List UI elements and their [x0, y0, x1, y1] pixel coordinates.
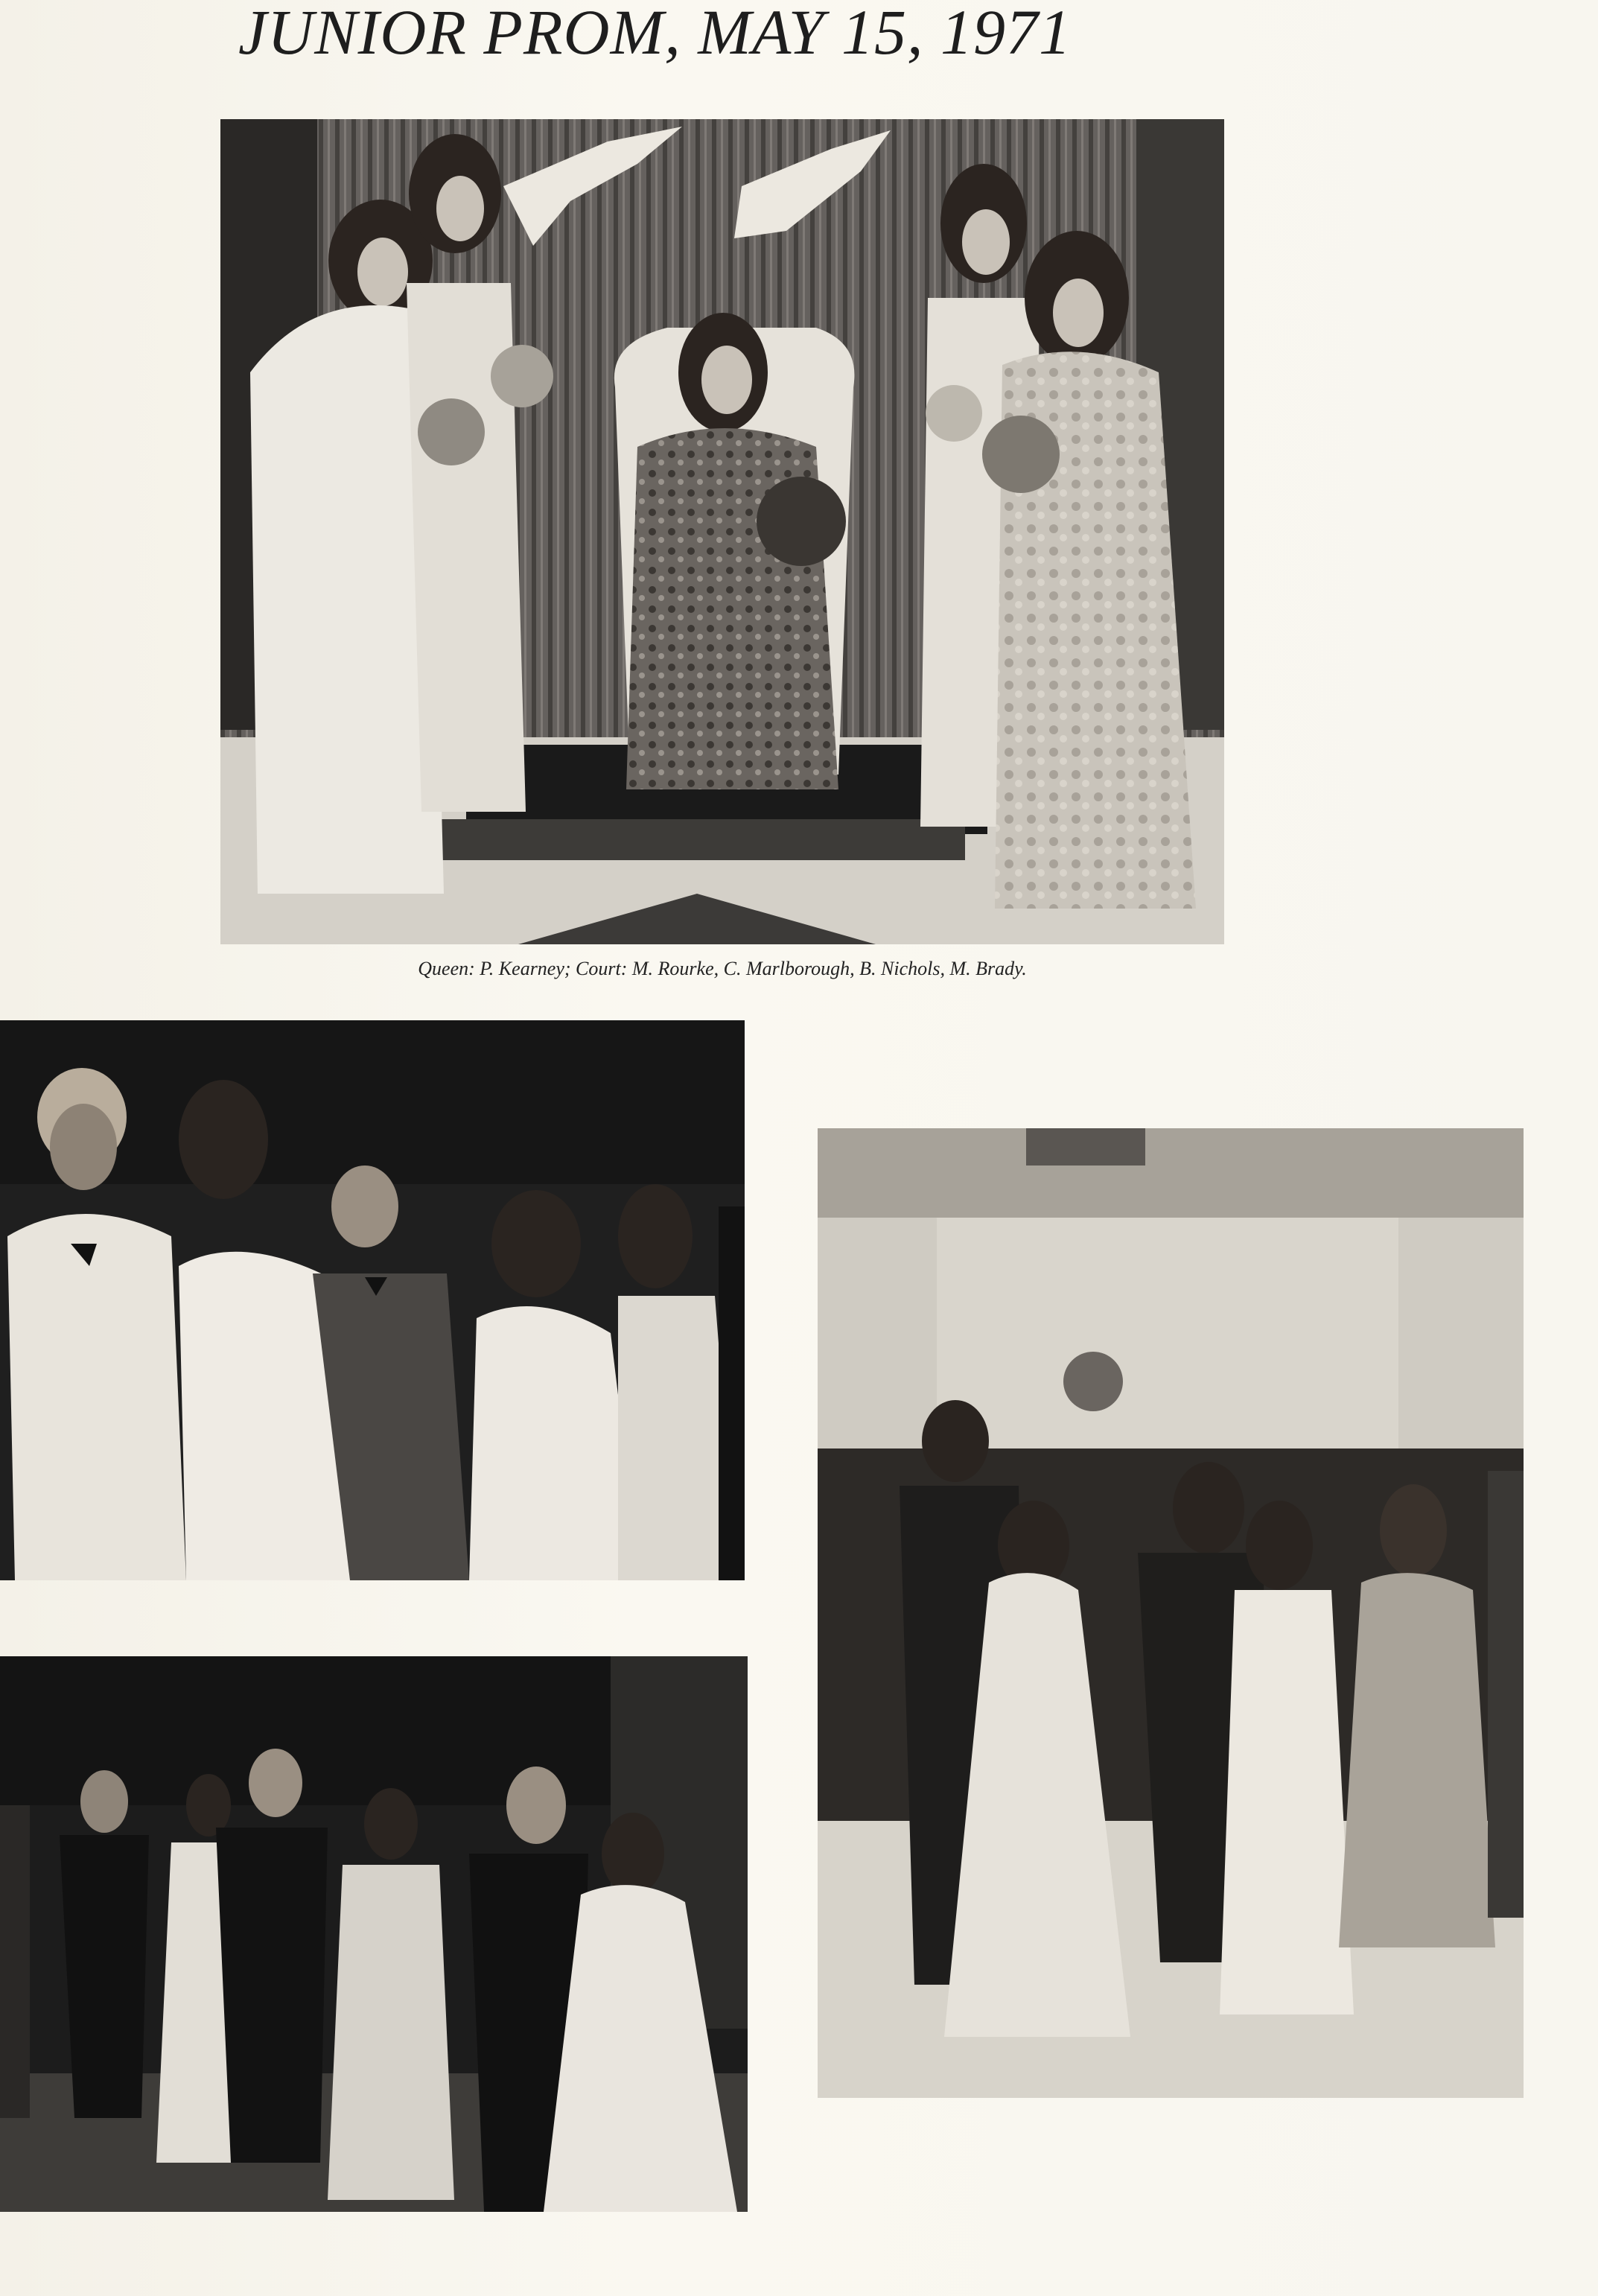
royal-court-photo [220, 119, 1224, 944]
promenade-image [0, 1656, 748, 2212]
royal-court-image [220, 119, 1224, 944]
couples-dancing-image [0, 1020, 745, 1580]
page-title: JUNIOR PROM, MAY 15, 1971 [238, 0, 1072, 68]
ballroom-photo [818, 1128, 1524, 2098]
promenade-photo [0, 1656, 748, 2212]
ballroom-image [818, 1128, 1524, 2098]
royal-court-caption: Queen: P. Kearney; Court: M. Rourke, C. Marlborough, B. Nichols, M. Brady. [418, 958, 1027, 979]
couples-dancing-photo [0, 1020, 745, 1580]
